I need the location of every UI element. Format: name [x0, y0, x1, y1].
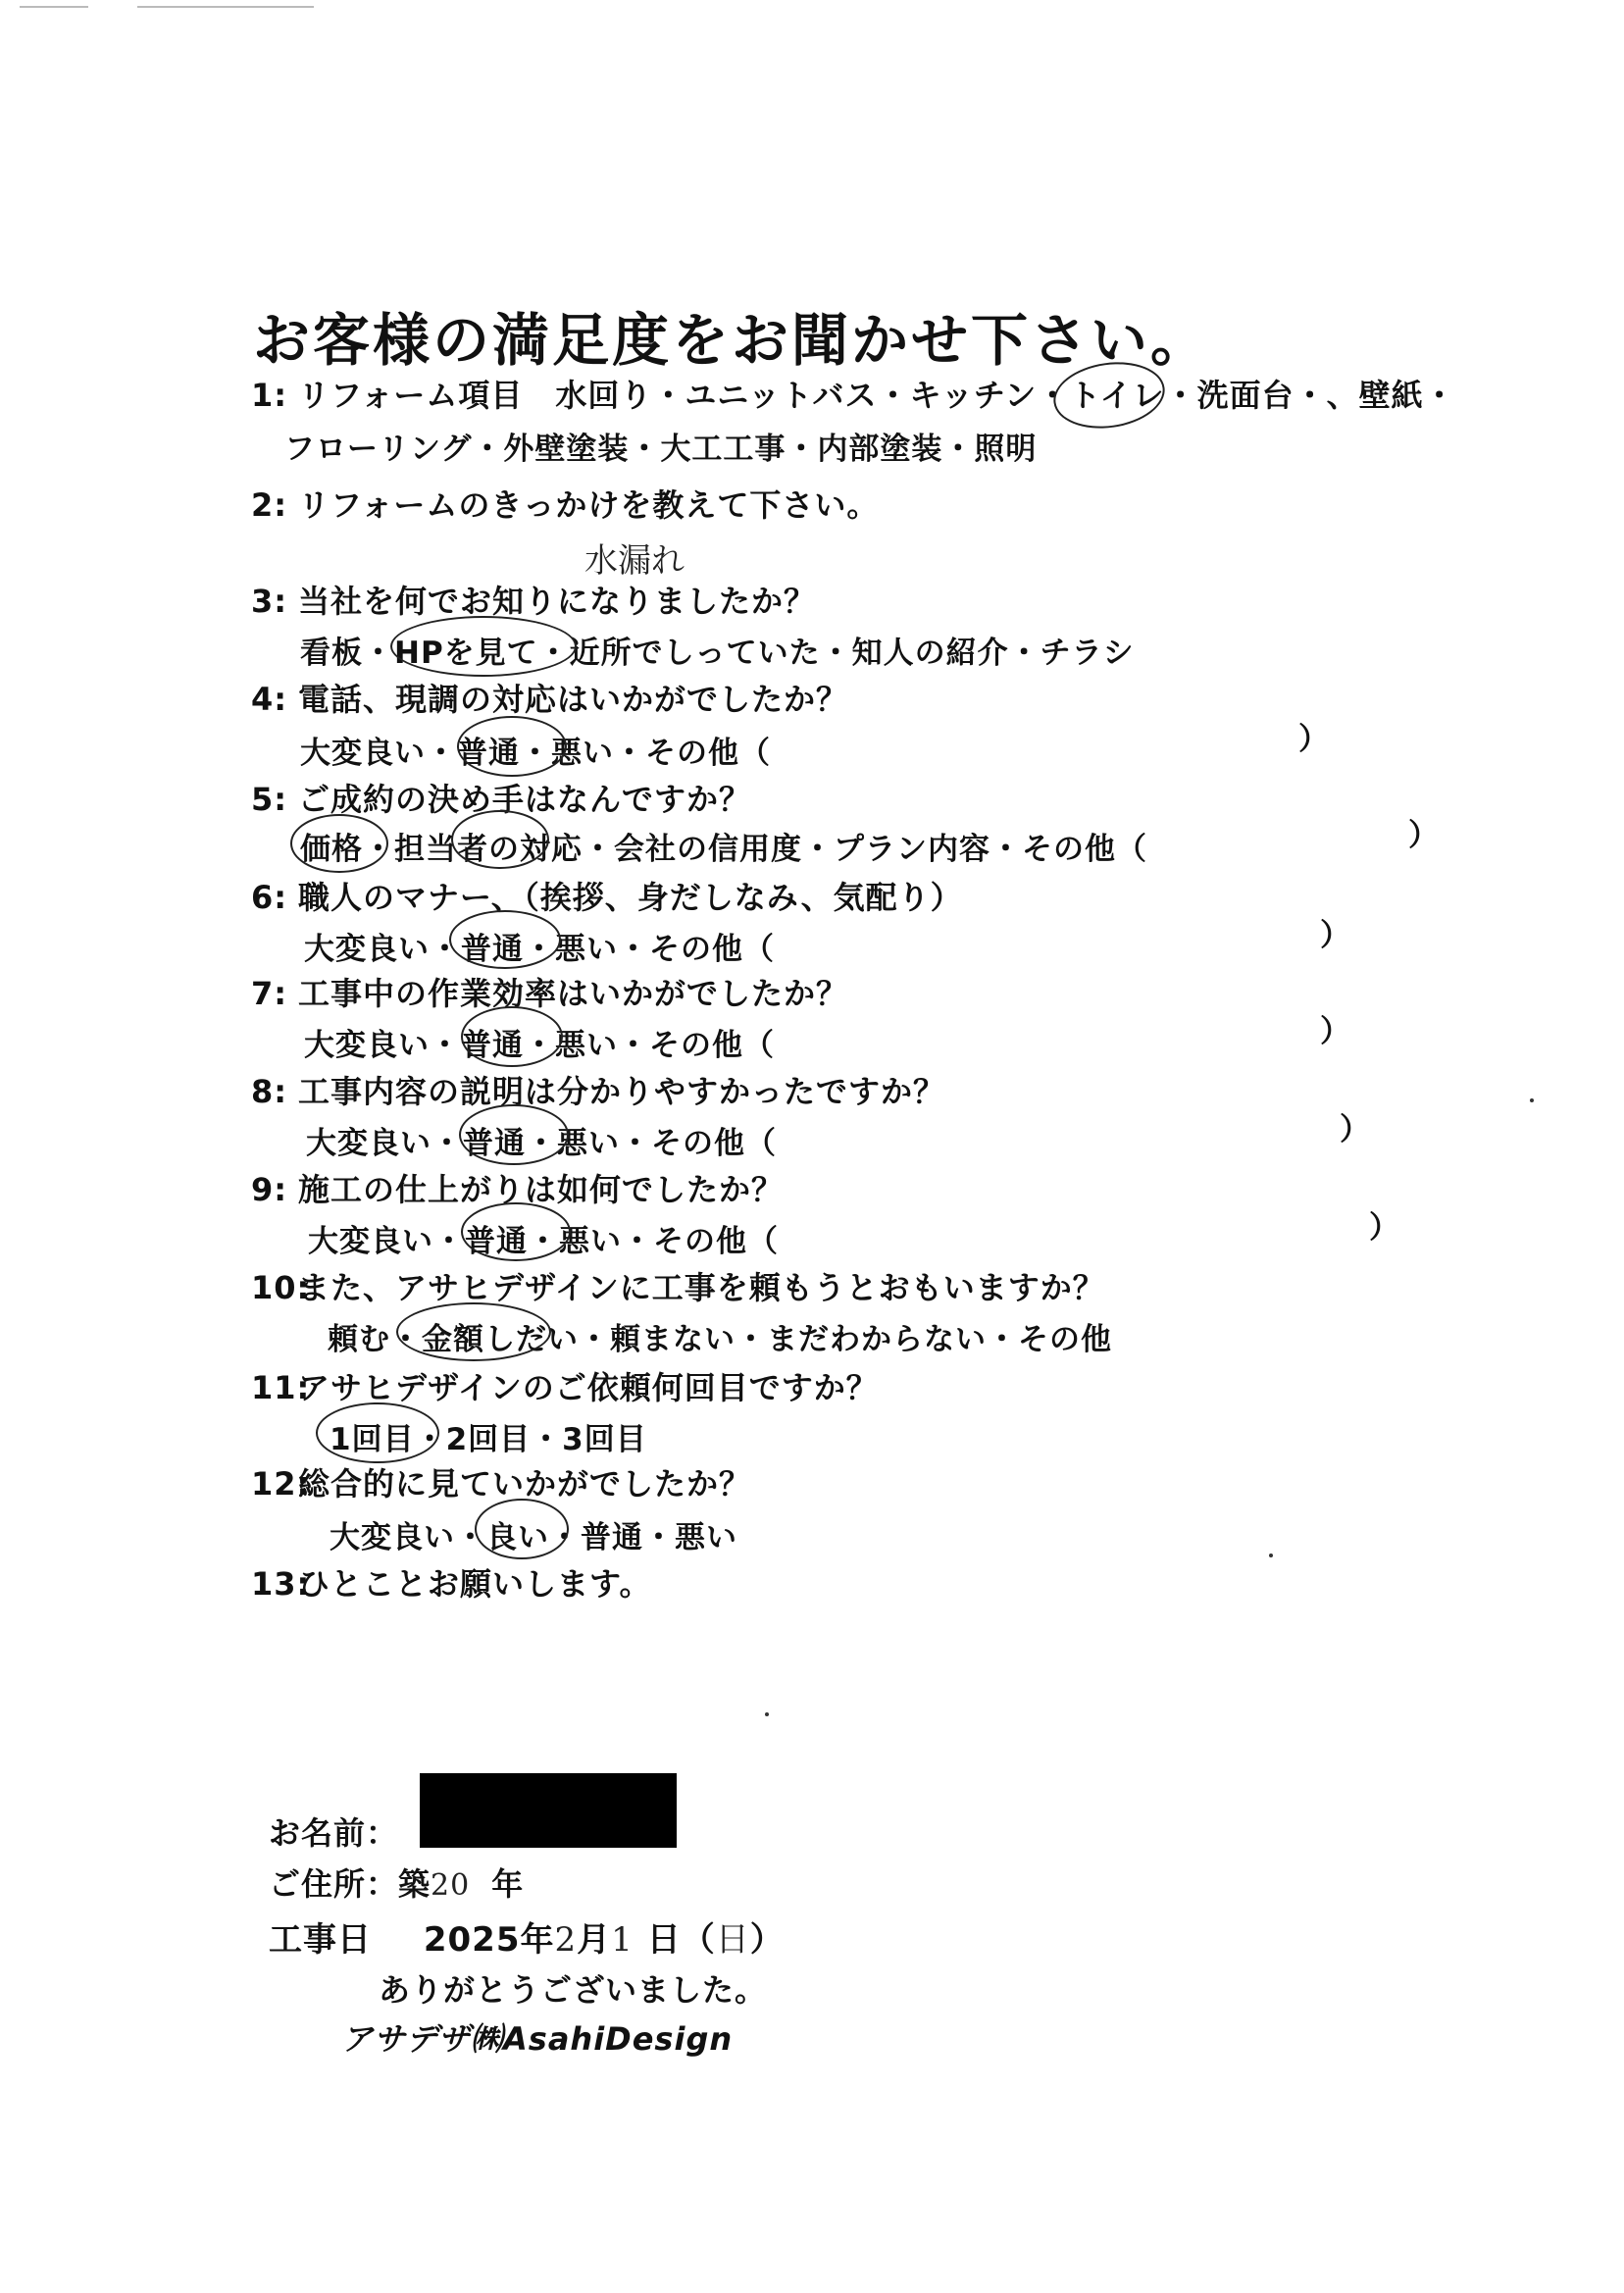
question-3-options: 看板・HPを見て・近所でしっていた・知人の紹介・チラシ [300, 636, 1135, 671]
thanks-message: ありがとうございました。 [379, 1971, 768, 2009]
question-10 [251, 1263, 1105, 1308]
question-1 [251, 371, 1456, 416]
question-number: 5: [251, 781, 288, 818]
question-7 [251, 969, 848, 1014]
month-label: 月 [577, 1920, 612, 1960]
company-name: アサデザ㈱AsahiDesign [341, 2020, 734, 2058]
close-paren: ） [1408, 818, 1439, 853]
question-text: 電話、現調の対応はいかがでしたか？ [298, 681, 849, 718]
question-number: 2: [251, 486, 288, 524]
question-text: 工事内容の説明は分かりやすかったですか？ [298, 1073, 946, 1110]
question-10-options: 頼む・金額しだい・頼まない・まだわからない・その他 [328, 1322, 1112, 1357]
question-number: 8: [251, 1073, 288, 1110]
question-text: ひとことお願いします。 [298, 1565, 652, 1603]
day-label: 日 [646, 1920, 682, 1960]
question-text: 職人のマナー、（挨拶、身だしなみ、気配り） [298, 879, 963, 916]
question-text: リフォームのきっかけを教えて下さい。 [298, 486, 880, 524]
question-text: リフォーム項目 水回り・ユニットバス・キッチン・トイレ・洗面台・、壁紙・ [298, 377, 1456, 414]
scan-edge-line [20, 6, 88, 8]
question-number: 9: [251, 1171, 288, 1208]
question-text: ご成約の決め手はなんですか？ [298, 781, 752, 818]
address-label: ご住所：築 [269, 1865, 431, 1903]
question-number: 1: [251, 377, 288, 414]
close-paren: ） [1298, 722, 1329, 757]
scan-speck [1269, 1554, 1273, 1557]
question-text: アサヒデザインのご依頼何回目ですか？ [298, 1369, 879, 1406]
question-3 [251, 577, 816, 622]
work-date-year: 2025年 [423, 1920, 555, 1960]
name-label: お名前： [269, 1814, 399, 1852]
question-number: 4: [251, 681, 288, 718]
question-2 [251, 481, 879, 526]
handwritten-weekday: 日 [715, 1920, 750, 1960]
question-6-options: 大変良い・普通・悪い・その他（ [304, 932, 775, 967]
question-number: 11: [251, 1369, 311, 1406]
work-date-label: 工事日 [269, 1920, 372, 1960]
address-line [269, 1860, 524, 1905]
question-text: 施工の仕上がりは如何でしたか？ [298, 1171, 785, 1208]
handwritten-month: 2 [554, 1920, 578, 1960]
question-9 [251, 1165, 784, 1210]
handwritten-years: 20 [431, 1868, 471, 1903]
scan-speck [765, 1712, 769, 1716]
question-number: 3: [251, 583, 288, 620]
question-11 [251, 1363, 879, 1408]
handwritten-day: 1 [611, 1920, 634, 1960]
question-5 [251, 775, 751, 820]
question-4-options: 大変良い・普通・悪い・その他（ [300, 736, 771, 771]
redacted-name-box [420, 1773, 677, 1848]
question-text: 工事中の作業効率はいかがでしたか？ [298, 975, 849, 1012]
scan-speck [1530, 1098, 1534, 1102]
question-number: 12: [251, 1465, 311, 1503]
close-paren: ） [1320, 1014, 1350, 1049]
question-9-options: 大変良い・普通・悪い・その他（ [308, 1224, 779, 1259]
close-paren: ） [1340, 1112, 1370, 1147]
question-4 [251, 675, 848, 720]
question-text: 当社を何でお知りになりましたか？ [298, 583, 817, 620]
question-5-options: 価格・担当者の対応・会社の信用度・プラン内容・その他（ [300, 832, 1147, 867]
question-number: 10: [251, 1269, 311, 1306]
question-8 [251, 1067, 945, 1112]
work-date-line [269, 1912, 785, 1961]
weekday-close-paren: ） [749, 1920, 785, 1960]
scan-edge-line [137, 6, 314, 8]
question-11-options: 1回目・2回目・3回目 [330, 1422, 647, 1457]
question-12 [251, 1459, 751, 1504]
question-6 [251, 873, 963, 918]
question-7-options: 大変良い・普通・悪い・その他（ [304, 1028, 775, 1063]
question-number: 7: [251, 975, 288, 1012]
question-1-options: フローリング・外壁塗装・大工工事・内部塗装・照明 [284, 432, 1038, 467]
question-12-options: 大変良い・良い・普通・悪い [330, 1520, 737, 1555]
handwritten-answer: 水漏れ [584, 541, 685, 581]
close-paren: ） [1369, 1210, 1399, 1246]
address-suffix: 年 [491, 1865, 525, 1903]
page-title: お客様の満足度をお聞かせ下さい。 [253, 307, 1211, 374]
question-text: 総合的に見ていかがでしたか？ [298, 1465, 752, 1503]
question-number: 6: [251, 879, 288, 916]
question-number: 13: [251, 1565, 311, 1603]
question-text: また、アサヒデザインに工事を頼もうとおもいますか？ [298, 1269, 1105, 1306]
close-paren: ） [1320, 918, 1350, 953]
weekday-open-paren: （ [681, 1920, 716, 1960]
question-13 [251, 1559, 651, 1605]
question-8-options: 大変良い・普通・悪い・その他（ [306, 1126, 777, 1161]
